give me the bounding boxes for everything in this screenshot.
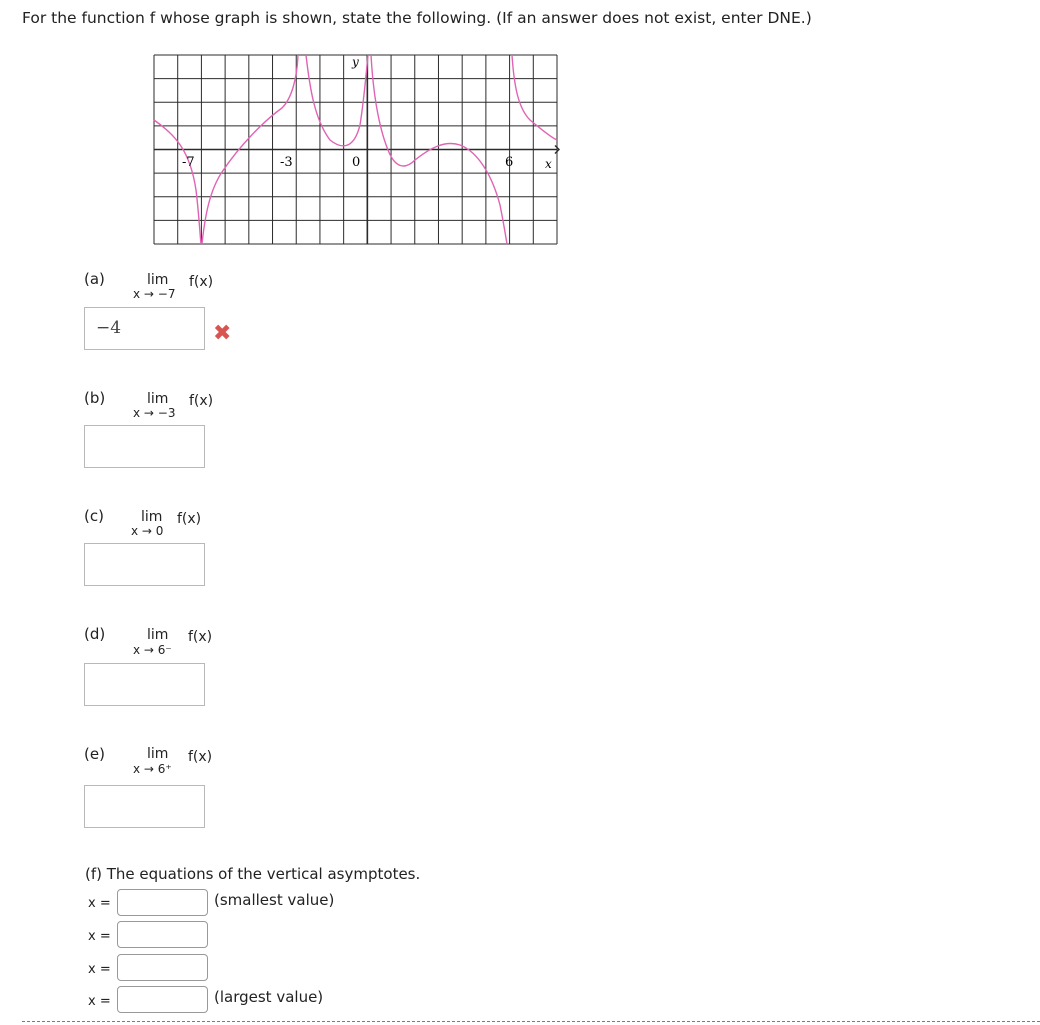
part-d-lim-sub: x → 6⁻: [133, 643, 172, 657]
asymptote-1-label: x =: [88, 896, 111, 911]
part-d-answer-input[interactable]: [84, 663, 205, 706]
part-b-answer-input[interactable]: [84, 425, 205, 468]
asymptote-4-input[interactable]: [117, 986, 208, 1013]
part-c-function: f(x): [177, 511, 202, 527]
asymptote-3-input[interactable]: [117, 954, 208, 981]
tick-label-neg7: -7: [182, 155, 195, 170]
part-d-label: (d): [84, 625, 106, 643]
part-a-answer-input[interactable]: [84, 307, 205, 350]
asymptote-2-input[interactable]: [117, 921, 208, 948]
part-e-label: (e): [84, 745, 105, 763]
part-c-lim: lim: [141, 509, 163, 525]
part-d-lim: lim: [147, 627, 169, 643]
asymptote-3-label: x =: [88, 962, 111, 977]
part-c-answer-input[interactable]: [84, 543, 205, 586]
part-f-prompt: (f) The equations of the vertical asymptotes.: [85, 865, 421, 883]
tick-label-neg3: -3: [280, 155, 293, 170]
function-graph: [150, 50, 562, 248]
part-a-lim-sub: x → −7: [133, 287, 176, 301]
part-a-lim: lim: [147, 272, 169, 288]
part-c-lim-sub: x → 0: [131, 524, 164, 538]
largest-value-note: (largest value): [214, 988, 324, 1006]
graph-grid: [154, 55, 559, 244]
part-e-lim-sub: x → 6⁺: [133, 762, 172, 776]
y-axis-label: y: [352, 55, 359, 69]
part-b-lim: lim: [147, 391, 169, 407]
part-a-label: (a): [84, 270, 105, 288]
x-axis-label: x: [545, 157, 552, 171]
tick-label-0: 0: [352, 155, 361, 170]
smallest-value-note: (smallest value): [214, 891, 335, 909]
section-divider: [22, 1021, 1040, 1022]
tick-label-6: 6: [505, 155, 514, 170]
part-c-label: (c): [84, 507, 104, 525]
part-e-function: f(x): [188, 749, 213, 765]
part-e-lim: lim: [147, 746, 169, 762]
part-d-function: f(x): [188, 629, 213, 645]
asymptote-2-label: x =: [88, 929, 111, 944]
instructions: For the function f whose graph is shown, state the following. (If an answer does not exist, enter DNE.): [22, 9, 812, 27]
part-a-function: f(x): [189, 274, 214, 290]
curve-right-branch: [512, 55, 557, 140]
part-b-function: f(x): [189, 393, 214, 409]
part-b-label: (b): [84, 389, 106, 407]
incorrect-icon: ✖: [213, 321, 232, 346]
asymptote-4-label: x =: [88, 994, 111, 1009]
part-e-answer-input[interactable]: [84, 785, 205, 828]
part-a-answer-value: −4: [96, 318, 122, 338]
part-b-lim-sub: x → −3: [133, 406, 176, 420]
asymptote-1-input[interactable]: [117, 889, 208, 916]
